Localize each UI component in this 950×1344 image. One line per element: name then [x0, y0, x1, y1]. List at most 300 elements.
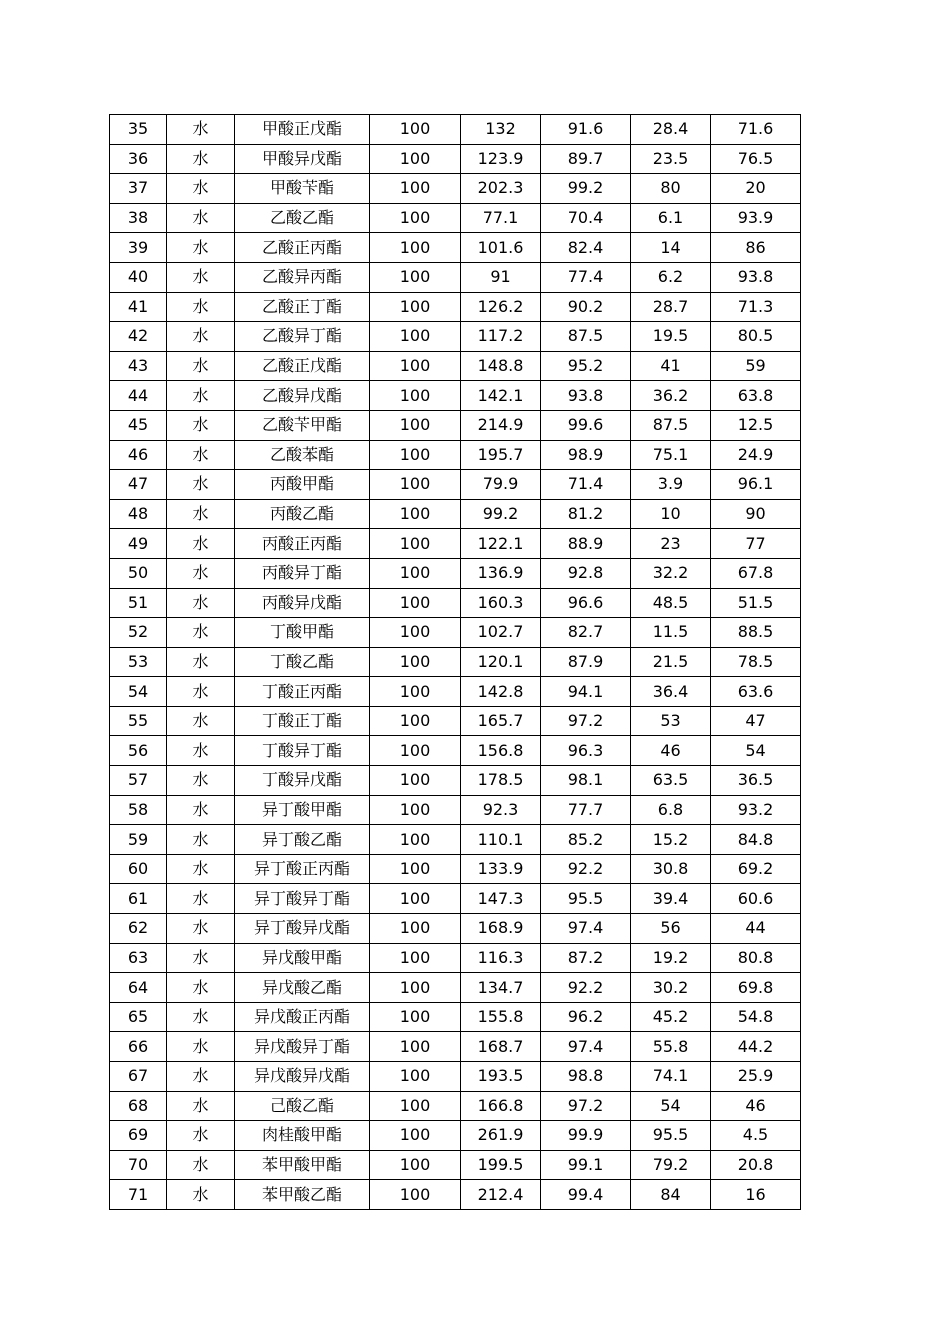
cell-value-a: 77.7 — [541, 795, 631, 825]
cell-mass: 100 — [370, 825, 461, 855]
cell-value-b: 23 — [631, 529, 711, 559]
cell-ester-name: 丁酸正丙酯 — [235, 677, 370, 707]
cell-ester-name: 肉桂酸甲酯 — [235, 1121, 370, 1151]
cell-mass: 100 — [370, 262, 461, 292]
cell-row-number: 66 — [110, 1032, 167, 1062]
cell-value-c: 47 — [711, 706, 801, 736]
table-row — [110, 736, 801, 766]
table-row — [110, 588, 801, 618]
cell-boiling-point: 117.2 — [461, 322, 541, 352]
cell-boiling-point: 147.3 — [461, 884, 541, 914]
cell-value-b: 36.2 — [631, 381, 711, 411]
cell-boiling-point: 120.1 — [461, 647, 541, 677]
table-row — [110, 292, 801, 322]
cell-solvent: 水 — [167, 1121, 235, 1151]
table-row — [110, 1150, 801, 1180]
table-row — [110, 647, 801, 677]
cell-row-number: 36 — [110, 144, 167, 174]
cell-boiling-point: 132 — [461, 115, 541, 145]
cell-value-b: 46 — [631, 736, 711, 766]
cell-solvent: 水 — [167, 1032, 235, 1062]
cell-ester-name: 乙酸异丁酯 — [235, 322, 370, 352]
table-row — [110, 1091, 801, 1121]
cell-row-number: 55 — [110, 706, 167, 736]
cell-value-a: 97.4 — [541, 1032, 631, 1062]
cell-mass: 100 — [370, 410, 461, 440]
table-row — [110, 529, 801, 559]
cell-boiling-point: 166.8 — [461, 1091, 541, 1121]
cell-boiling-point: 261.9 — [461, 1121, 541, 1151]
cell-row-number: 49 — [110, 529, 167, 559]
cell-value-b: 56 — [631, 914, 711, 944]
table-row — [110, 1180, 801, 1210]
cell-solvent: 水 — [167, 795, 235, 825]
cell-value-c: 12.5 — [711, 410, 801, 440]
cell-value-b: 74.1 — [631, 1062, 711, 1092]
cell-solvent: 水 — [167, 410, 235, 440]
cell-row-number: 41 — [110, 292, 167, 322]
cell-value-b: 6.1 — [631, 203, 711, 233]
cell-solvent: 水 — [167, 351, 235, 381]
table-row — [110, 825, 801, 855]
cell-solvent: 水 — [167, 115, 235, 145]
cell-ester-name: 丙酸甲酯 — [235, 470, 370, 500]
cell-boiling-point: 168.7 — [461, 1032, 541, 1062]
cell-value-b: 84 — [631, 1180, 711, 1210]
cell-value-c: 46 — [711, 1091, 801, 1121]
cell-row-number: 50 — [110, 558, 167, 588]
cell-value-b: 32.2 — [631, 558, 711, 588]
cell-ester-name: 苯甲酸甲酯 — [235, 1150, 370, 1180]
cell-row-number: 48 — [110, 499, 167, 529]
cell-value-a: 98.9 — [541, 440, 631, 470]
cell-row-number: 59 — [110, 825, 167, 855]
cell-value-a: 87.5 — [541, 322, 631, 352]
cell-ester-name: 异戊酸乙酯 — [235, 973, 370, 1003]
cell-value-a: 82.4 — [541, 233, 631, 263]
cell-boiling-point: 102.7 — [461, 618, 541, 648]
cell-row-number: 60 — [110, 854, 167, 884]
cell-row-number: 67 — [110, 1062, 167, 1092]
cell-solvent: 水 — [167, 973, 235, 1003]
cell-row-number: 63 — [110, 943, 167, 973]
cell-row-number: 61 — [110, 884, 167, 914]
cell-row-number: 38 — [110, 203, 167, 233]
cell-solvent: 水 — [167, 499, 235, 529]
cell-value-b: 10 — [631, 499, 711, 529]
cell-boiling-point: 122.1 — [461, 529, 541, 559]
cell-value-a: 97.4 — [541, 914, 631, 944]
cell-row-number: 45 — [110, 410, 167, 440]
cell-value-c: 54 — [711, 736, 801, 766]
cell-value-b: 14 — [631, 233, 711, 263]
cell-value-c: 63.8 — [711, 381, 801, 411]
cell-row-number: 39 — [110, 233, 167, 263]
table-row — [110, 1032, 801, 1062]
cell-value-c: 69.8 — [711, 973, 801, 1003]
cell-boiling-point: 142.1 — [461, 381, 541, 411]
cell-boiling-point: 126.2 — [461, 292, 541, 322]
cell-solvent: 水 — [167, 1150, 235, 1180]
table-row — [110, 470, 801, 500]
cell-ester-name: 苯甲酸乙酯 — [235, 1180, 370, 1210]
cell-solvent: 水 — [167, 588, 235, 618]
cell-boiling-point: 195.7 — [461, 440, 541, 470]
cell-boiling-point: 123.9 — [461, 144, 541, 174]
cell-value-c: 71.3 — [711, 292, 801, 322]
cell-value-c: 96.1 — [711, 470, 801, 500]
cell-value-a: 87.9 — [541, 647, 631, 677]
cell-boiling-point: 212.4 — [461, 1180, 541, 1210]
cell-ester-name: 丁酸乙酯 — [235, 647, 370, 677]
cell-solvent: 水 — [167, 914, 235, 944]
cell-ester-name: 异戊酸甲酯 — [235, 943, 370, 973]
cell-value-c: 69.2 — [711, 854, 801, 884]
cell-boiling-point: 160.3 — [461, 588, 541, 618]
cell-row-number: 43 — [110, 351, 167, 381]
cell-mass: 100 — [370, 558, 461, 588]
cell-ester-name: 丙酸异丁酯 — [235, 558, 370, 588]
cell-mass: 100 — [370, 529, 461, 559]
cell-boiling-point: 134.7 — [461, 973, 541, 1003]
cell-ester-name: 乙酸正丁酯 — [235, 292, 370, 322]
table-row — [110, 203, 801, 233]
cell-mass: 100 — [370, 914, 461, 944]
cell-value-c: 4.5 — [711, 1121, 801, 1151]
cell-value-a: 96.3 — [541, 736, 631, 766]
cell-solvent: 水 — [167, 203, 235, 233]
cell-solvent: 水 — [167, 174, 235, 204]
cell-mass: 100 — [370, 1180, 461, 1210]
cell-value-c: 20.8 — [711, 1150, 801, 1180]
cell-solvent: 水 — [167, 736, 235, 766]
cell-boiling-point: 178.5 — [461, 766, 541, 796]
cell-value-a: 77.4 — [541, 262, 631, 292]
cell-value-a: 70.4 — [541, 203, 631, 233]
cell-boiling-point: 136.9 — [461, 558, 541, 588]
table-row — [110, 322, 801, 352]
table-row — [110, 914, 801, 944]
cell-mass: 100 — [370, 677, 461, 707]
cell-mass: 100 — [370, 144, 461, 174]
cell-value-a: 71.4 — [541, 470, 631, 500]
cell-mass: 100 — [370, 618, 461, 648]
cell-ester-name: 异戊酸异戊酯 — [235, 1062, 370, 1092]
cell-value-b: 19.5 — [631, 322, 711, 352]
cell-mass: 100 — [370, 499, 461, 529]
cell-value-a: 82.7 — [541, 618, 631, 648]
cell-solvent: 水 — [167, 766, 235, 796]
cell-value-c: 67.8 — [711, 558, 801, 588]
table-row — [110, 233, 801, 263]
cell-value-b: 48.5 — [631, 588, 711, 618]
cell-value-a: 95.2 — [541, 351, 631, 381]
cell-mass: 100 — [370, 943, 461, 973]
cell-value-c: 54.8 — [711, 1002, 801, 1032]
cell-value-c: 44 — [711, 914, 801, 944]
cell-row-number: 65 — [110, 1002, 167, 1032]
cell-row-number: 51 — [110, 588, 167, 618]
cell-value-b: 28.4 — [631, 115, 711, 145]
cell-value-b: 6.8 — [631, 795, 711, 825]
cell-solvent: 水 — [167, 854, 235, 884]
cell-value-a: 99.1 — [541, 1150, 631, 1180]
cell-boiling-point: 116.3 — [461, 943, 541, 973]
cell-ester-name: 乙酸正戊酯 — [235, 351, 370, 381]
table-row — [110, 410, 801, 440]
cell-value-a: 98.8 — [541, 1062, 631, 1092]
cell-value-a: 94.1 — [541, 677, 631, 707]
cell-value-c: 63.6 — [711, 677, 801, 707]
table-row — [110, 262, 801, 292]
data-table — [109, 114, 801, 1210]
cell-mass: 100 — [370, 174, 461, 204]
cell-row-number: 46 — [110, 440, 167, 470]
cell-value-c: 24.9 — [711, 440, 801, 470]
cell-boiling-point: 91 — [461, 262, 541, 292]
cell-solvent: 水 — [167, 618, 235, 648]
cell-row-number: 62 — [110, 914, 167, 944]
cell-mass: 100 — [370, 795, 461, 825]
cell-boiling-point: 214.9 — [461, 410, 541, 440]
cell-solvent: 水 — [167, 322, 235, 352]
cell-solvent: 水 — [167, 825, 235, 855]
table-row — [110, 144, 801, 174]
cell-value-c: 78.5 — [711, 647, 801, 677]
table-row — [110, 1002, 801, 1032]
cell-solvent: 水 — [167, 943, 235, 973]
cell-ester-name: 异戊酸异丁酯 — [235, 1032, 370, 1062]
cell-value-c: 36.5 — [711, 766, 801, 796]
cell-solvent: 水 — [167, 647, 235, 677]
cell-row-number: 47 — [110, 470, 167, 500]
cell-value-b: 11.5 — [631, 618, 711, 648]
table-row — [110, 440, 801, 470]
cell-row-number: 37 — [110, 174, 167, 204]
cell-row-number: 44 — [110, 381, 167, 411]
cell-solvent: 水 — [167, 1091, 235, 1121]
cell-value-c: 90 — [711, 499, 801, 529]
cell-ester-name: 乙酸苄甲酯 — [235, 410, 370, 440]
cell-mass: 100 — [370, 1032, 461, 1062]
cell-mass: 100 — [370, 203, 461, 233]
cell-value-b: 87.5 — [631, 410, 711, 440]
cell-value-b: 19.2 — [631, 943, 711, 973]
cell-value-a: 92.8 — [541, 558, 631, 588]
cell-boiling-point: 156.8 — [461, 736, 541, 766]
cell-boiling-point: 148.8 — [461, 351, 541, 381]
cell-boiling-point: 168.9 — [461, 914, 541, 944]
cell-solvent: 水 — [167, 558, 235, 588]
cell-row-number: 64 — [110, 973, 167, 1003]
cell-ester-name: 甲酸正戊酯 — [235, 115, 370, 145]
cell-value-a: 96.2 — [541, 1002, 631, 1032]
cell-solvent: 水 — [167, 144, 235, 174]
cell-solvent: 水 — [167, 381, 235, 411]
cell-value-b: 39.4 — [631, 884, 711, 914]
cell-mass: 100 — [370, 736, 461, 766]
cell-value-c: 60.6 — [711, 884, 801, 914]
cell-value-c: 76.5 — [711, 144, 801, 174]
cell-value-c: 51.5 — [711, 588, 801, 618]
cell-value-c: 86 — [711, 233, 801, 263]
cell-value-a: 99.6 — [541, 410, 631, 440]
cell-value-b: 3.9 — [631, 470, 711, 500]
cell-ester-name: 乙酸异丙酯 — [235, 262, 370, 292]
cell-solvent: 水 — [167, 233, 235, 263]
cell-solvent: 水 — [167, 470, 235, 500]
cell-row-number: 71 — [110, 1180, 167, 1210]
cell-row-number: 56 — [110, 736, 167, 766]
cell-value-c: 93.9 — [711, 203, 801, 233]
cell-mass: 100 — [370, 1091, 461, 1121]
cell-value-c: 84.8 — [711, 825, 801, 855]
cell-value-b: 54 — [631, 1091, 711, 1121]
cell-value-b: 30.2 — [631, 973, 711, 1003]
cell-ester-name: 异丁酸正丙酯 — [235, 854, 370, 884]
cell-row-number: 70 — [110, 1150, 167, 1180]
cell-value-a: 96.6 — [541, 588, 631, 618]
table-row — [110, 677, 801, 707]
table-row — [110, 766, 801, 796]
cell-solvent: 水 — [167, 677, 235, 707]
cell-value-a: 90.2 — [541, 292, 631, 322]
cell-solvent: 水 — [167, 884, 235, 914]
cell-boiling-point: 193.5 — [461, 1062, 541, 1092]
cell-boiling-point: 155.8 — [461, 1002, 541, 1032]
cell-value-a: 85.2 — [541, 825, 631, 855]
cell-solvent: 水 — [167, 292, 235, 322]
cell-ester-name: 甲酸苄酯 — [235, 174, 370, 204]
cell-value-a: 99.9 — [541, 1121, 631, 1151]
cell-solvent: 水 — [167, 529, 235, 559]
cell-row-number: 40 — [110, 262, 167, 292]
cell-ester-name: 异丁酸异丁酯 — [235, 884, 370, 914]
table-row — [110, 973, 801, 1003]
table-row — [110, 1062, 801, 1092]
cell-boiling-point: 202.3 — [461, 174, 541, 204]
cell-solvent: 水 — [167, 1062, 235, 1092]
table-row — [110, 381, 801, 411]
cell-row-number: 69 — [110, 1121, 167, 1151]
table-row — [110, 499, 801, 529]
cell-mass: 100 — [370, 706, 461, 736]
cell-value-c: 88.5 — [711, 618, 801, 648]
cell-value-c: 77 — [711, 529, 801, 559]
cell-mass: 100 — [370, 1121, 461, 1151]
cell-row-number: 42 — [110, 322, 167, 352]
cell-ester-name: 己酸乙酯 — [235, 1091, 370, 1121]
cell-value-c: 44.2 — [711, 1032, 801, 1062]
cell-boiling-point: 110.1 — [461, 825, 541, 855]
table-body — [110, 115, 801, 1210]
cell-solvent: 水 — [167, 706, 235, 736]
cell-boiling-point: 79.9 — [461, 470, 541, 500]
cell-ester-name: 丁酸正丁酯 — [235, 706, 370, 736]
cell-value-b: 80 — [631, 174, 711, 204]
cell-value-a: 87.2 — [541, 943, 631, 973]
cell-value-b: 15.2 — [631, 825, 711, 855]
table-row — [110, 618, 801, 648]
cell-mass: 100 — [370, 381, 461, 411]
table-row — [110, 1121, 801, 1151]
cell-ester-name: 乙酸乙酯 — [235, 203, 370, 233]
cell-boiling-point: 142.8 — [461, 677, 541, 707]
cell-value-b: 36.4 — [631, 677, 711, 707]
cell-mass: 100 — [370, 440, 461, 470]
table-row — [110, 943, 801, 973]
cell-value-b: 75.1 — [631, 440, 711, 470]
cell-value-a: 92.2 — [541, 973, 631, 1003]
cell-value-c: 93.2 — [711, 795, 801, 825]
cell-boiling-point: 99.2 — [461, 499, 541, 529]
cell-ester-name: 乙酸苯酯 — [235, 440, 370, 470]
cell-value-b: 79.2 — [631, 1150, 711, 1180]
cell-ester-name: 丙酸正丙酯 — [235, 529, 370, 559]
cell-value-b: 53 — [631, 706, 711, 736]
cell-mass: 100 — [370, 588, 461, 618]
cell-mass: 100 — [370, 233, 461, 263]
cell-mass: 100 — [370, 351, 461, 381]
cell-value-a: 91.6 — [541, 115, 631, 145]
table-row — [110, 795, 801, 825]
cell-ester-name: 乙酸异戊酯 — [235, 381, 370, 411]
cell-mass: 100 — [370, 292, 461, 322]
cell-mass: 100 — [370, 854, 461, 884]
cell-boiling-point: 77.1 — [461, 203, 541, 233]
cell-value-b: 30.8 — [631, 854, 711, 884]
cell-value-b: 23.5 — [631, 144, 711, 174]
cell-value-c: 59 — [711, 351, 801, 381]
cell-value-a: 98.1 — [541, 766, 631, 796]
cell-value-a: 88.9 — [541, 529, 631, 559]
cell-value-c: 25.9 — [711, 1062, 801, 1092]
cell-mass: 100 — [370, 1062, 461, 1092]
cell-solvent: 水 — [167, 1180, 235, 1210]
cell-ester-name: 异丁酸乙酯 — [235, 825, 370, 855]
cell-value-a: 99.4 — [541, 1180, 631, 1210]
cell-row-number: 57 — [110, 766, 167, 796]
cell-value-a: 97.2 — [541, 1091, 631, 1121]
cell-value-c: 20 — [711, 174, 801, 204]
cell-value-a: 81.2 — [541, 499, 631, 529]
cell-mass: 100 — [370, 647, 461, 677]
cell-value-a: 95.5 — [541, 884, 631, 914]
table-row — [110, 706, 801, 736]
cell-ester-name: 丙酸乙酯 — [235, 499, 370, 529]
cell-solvent: 水 — [167, 1002, 235, 1032]
cell-ester-name: 丁酸异丁酯 — [235, 736, 370, 766]
cell-value-a: 97.2 — [541, 706, 631, 736]
cell-value-b: 6.2 — [631, 262, 711, 292]
cell-value-a: 89.7 — [541, 144, 631, 174]
cell-row-number: 68 — [110, 1091, 167, 1121]
table-row — [110, 884, 801, 914]
cell-ester-name: 丁酸甲酯 — [235, 618, 370, 648]
cell-boiling-point: 199.5 — [461, 1150, 541, 1180]
table-row — [110, 174, 801, 204]
cell-value-b: 45.2 — [631, 1002, 711, 1032]
cell-solvent: 水 — [167, 262, 235, 292]
cell-ester-name: 异丁酸甲酯 — [235, 795, 370, 825]
cell-boiling-point: 101.6 — [461, 233, 541, 263]
cell-mass: 100 — [370, 470, 461, 500]
cell-boiling-point: 92.3 — [461, 795, 541, 825]
cell-row-number: 53 — [110, 647, 167, 677]
cell-mass: 100 — [370, 973, 461, 1003]
cell-value-c: 71.6 — [711, 115, 801, 145]
table-row — [110, 558, 801, 588]
